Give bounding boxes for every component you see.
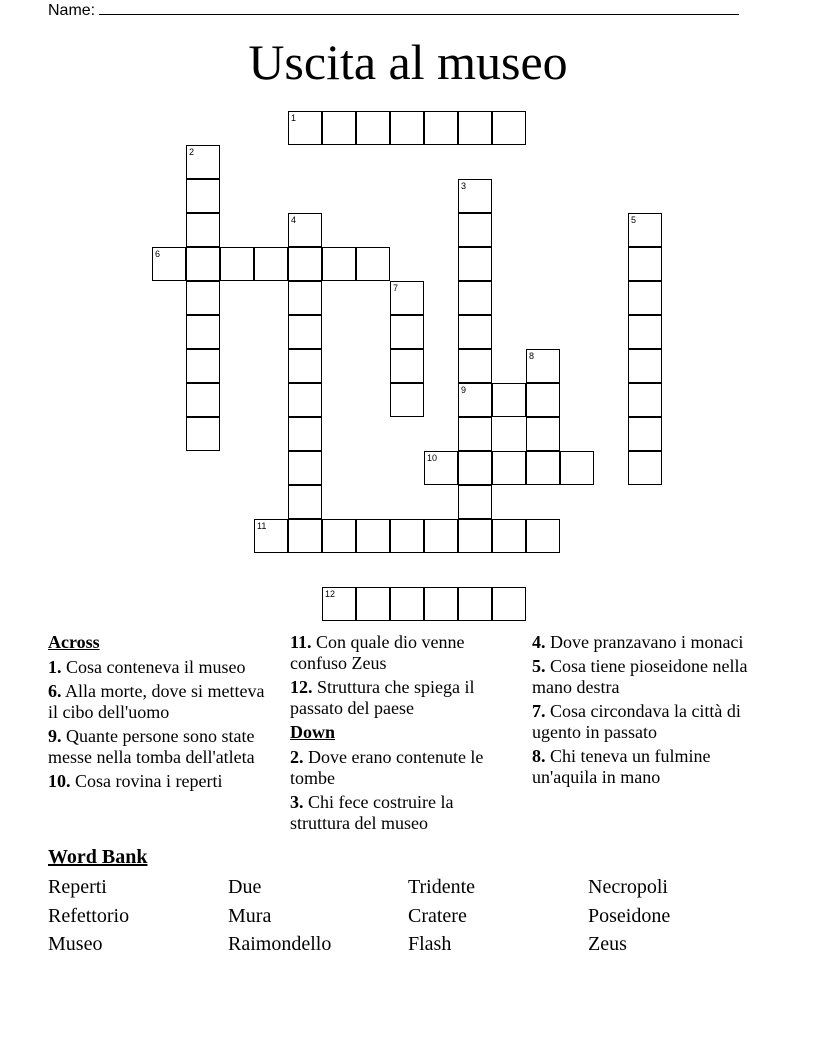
word-bank-word: Due bbox=[228, 876, 262, 898]
crossword-cell[interactable] bbox=[152, 247, 186, 281]
crossword-cell[interactable] bbox=[560, 451, 594, 485]
crossword-cell[interactable] bbox=[288, 451, 322, 485]
clue-number: 5 bbox=[631, 215, 637, 225]
crossword-cell[interactable] bbox=[322, 587, 356, 621]
crossword-cell[interactable] bbox=[288, 213, 322, 247]
crossword-cell[interactable] bbox=[458, 349, 492, 383]
clue-number: 6 bbox=[155, 249, 161, 259]
crossword-cell[interactable] bbox=[390, 383, 424, 417]
crossword-cell[interactable] bbox=[492, 519, 526, 553]
crossword-cell[interactable] bbox=[186, 213, 220, 247]
clue-number: 4 bbox=[291, 215, 297, 225]
clues-column-1 bbox=[48, 632, 270, 795]
crossword-cell[interactable] bbox=[322, 111, 356, 145]
clue-number: 2 bbox=[189, 147, 195, 157]
crossword-cell[interactable] bbox=[458, 281, 492, 315]
crossword-cell[interactable] bbox=[628, 213, 662, 247]
crossword-cell[interactable] bbox=[526, 519, 560, 553]
word-bank-word: Tridente bbox=[408, 876, 476, 898]
clue-number: 7 bbox=[393, 283, 399, 293]
crossword-cell[interactable] bbox=[628, 417, 662, 451]
word-bank-word: Reperti bbox=[48, 876, 107, 898]
crossword-cell[interactable] bbox=[458, 247, 492, 281]
word-bank-word: Museo bbox=[48, 933, 103, 955]
crossword-cell[interactable] bbox=[458, 519, 492, 553]
down-clue: 4. Dove pranzavano i monaci bbox=[532, 632, 744, 652]
crossword-cell[interactable] bbox=[628, 281, 662, 315]
crossword-cell[interactable] bbox=[628, 247, 662, 281]
crossword-cell[interactable] bbox=[492, 451, 526, 485]
clue-number: 11 bbox=[257, 521, 267, 531]
crossword-cell[interactable] bbox=[458, 111, 492, 145]
word-bank-word: Necropoli bbox=[588, 876, 668, 898]
clue-number: 10 bbox=[427, 453, 438, 463]
across-clue: 9. Quante persone sono state messe nella tomba dell'atleta bbox=[48, 726, 255, 767]
crossword-cell[interactable] bbox=[288, 111, 322, 145]
across-clue: 11. Con quale dio venne confuso Zeus bbox=[290, 632, 465, 673]
across-clue: 1. Cosa conteneva il museo bbox=[48, 657, 246, 677]
word-bank-word: Cratere bbox=[408, 905, 467, 927]
down-clue: 7. Cosa circondava la città di ugento in passato bbox=[532, 701, 741, 742]
crossword-cell[interactable] bbox=[186, 247, 220, 281]
crossword-cell[interactable] bbox=[186, 315, 220, 349]
crossword-cell[interactable] bbox=[492, 383, 526, 417]
crossword-cell[interactable] bbox=[288, 315, 322, 349]
crossword-cell[interactable] bbox=[424, 519, 458, 553]
crossword-cell[interactable] bbox=[458, 315, 492, 349]
page-title: Uscita al museo bbox=[248, 34, 568, 90]
crossword-cell[interactable] bbox=[628, 315, 662, 349]
crossword-cell[interactable] bbox=[390, 315, 424, 349]
crossword-cell[interactable] bbox=[220, 247, 254, 281]
crossword-cell[interactable] bbox=[254, 519, 288, 553]
crossword-cell[interactable] bbox=[288, 281, 322, 315]
clue-number: 8 bbox=[529, 351, 535, 361]
down-clue: 3. Chi fece costruire la struttura del museo bbox=[290, 792, 454, 833]
crossword-cell[interactable] bbox=[288, 485, 322, 519]
crossword-cell[interactable] bbox=[390, 349, 424, 383]
crossword-cell[interactable] bbox=[458, 451, 492, 485]
down-clue: 5. Cosa tiene pioseidone nella mano destra bbox=[532, 656, 748, 697]
across-clue: 12. Struttura che spiega il passato del paese bbox=[290, 677, 475, 718]
word-bank-title: Word Bank bbox=[48, 846, 148, 868]
crossword-cell[interactable] bbox=[186, 349, 220, 383]
crossword-cell[interactable] bbox=[356, 111, 390, 145]
across-clue: 6. Alla morte, dove si metteva il cibo dell'uomo bbox=[48, 681, 265, 722]
crossword-cell[interactable] bbox=[458, 383, 492, 417]
word-bank-word: Mura bbox=[228, 905, 272, 927]
across-clue: 10. Cosa rovina i reperti bbox=[48, 771, 223, 791]
down-clue: 2. Dove erano contenute le tombe bbox=[290, 747, 484, 788]
crossword-cell[interactable] bbox=[356, 519, 390, 553]
name-label: Name: bbox=[48, 2, 96, 19]
crossword-cell[interactable] bbox=[458, 587, 492, 621]
crossword-cell[interactable] bbox=[526, 383, 560, 417]
crossword-cell[interactable] bbox=[186, 417, 220, 451]
crossword-cell[interactable] bbox=[492, 587, 526, 621]
crossword-cell[interactable] bbox=[356, 587, 390, 621]
crossword-cell[interactable] bbox=[322, 247, 356, 281]
crossword-cell[interactable] bbox=[492, 111, 526, 145]
crossword-cell[interactable] bbox=[186, 145, 220, 179]
word-bank-word: Flash bbox=[408, 933, 452, 955]
crossword-cell[interactable] bbox=[458, 417, 492, 451]
across-heading: Across bbox=[48, 632, 100, 652]
crossword-cell[interactable] bbox=[322, 519, 356, 553]
word-bank-word: Zeus bbox=[588, 933, 627, 955]
word-bank-word: Raimondello bbox=[228, 933, 332, 955]
crossword-cell[interactable] bbox=[288, 417, 322, 451]
crossword-cell[interactable] bbox=[390, 519, 424, 553]
clue-number: 1 bbox=[291, 113, 297, 123]
clues-column-2 bbox=[290, 632, 512, 837]
crossword-cell[interactable] bbox=[288, 247, 322, 281]
word-bank-word: Refettorio bbox=[48, 905, 130, 927]
crossword-cell[interactable] bbox=[186, 179, 220, 213]
clue-number: 9 bbox=[461, 385, 467, 395]
crossword-cell[interactable] bbox=[526, 349, 560, 383]
crossword-cell[interactable] bbox=[288, 519, 322, 553]
clue-number: 3 bbox=[461, 181, 467, 191]
crossword-cell[interactable] bbox=[526, 451, 560, 485]
crossword-cell[interactable] bbox=[186, 383, 220, 417]
crossword-cell[interactable] bbox=[390, 587, 424, 621]
crossword-cell[interactable] bbox=[424, 587, 458, 621]
crossword-cell[interactable] bbox=[254, 247, 288, 281]
crossword-cell[interactable] bbox=[628, 349, 662, 383]
down-heading: Down bbox=[290, 722, 336, 742]
crossword-cell[interactable] bbox=[186, 281, 220, 315]
crossword-cell[interactable] bbox=[288, 349, 322, 383]
clue-number: 12 bbox=[325, 589, 336, 599]
crossword-cell[interactable] bbox=[288, 383, 322, 417]
crossword-cell[interactable] bbox=[424, 111, 458, 145]
crossword-cell[interactable] bbox=[628, 451, 662, 485]
crossword-cell[interactable] bbox=[356, 247, 390, 281]
crossword-cell[interactable] bbox=[390, 111, 424, 145]
crossword-cell[interactable] bbox=[458, 179, 492, 213]
word-bank-word: Poseidone bbox=[588, 905, 671, 927]
crossword-cell[interactable] bbox=[458, 213, 492, 247]
crossword-cell[interactable] bbox=[628, 383, 662, 417]
crossword-cell[interactable] bbox=[424, 451, 458, 485]
down-clue: 8. Chi teneva un fulmine un'aquila in mano bbox=[532, 746, 711, 787]
crossword-cell[interactable] bbox=[390, 281, 424, 315]
crossword-cell[interactable] bbox=[458, 485, 492, 519]
crossword-cell[interactable] bbox=[526, 417, 560, 451]
clues-column-3 bbox=[532, 632, 764, 791]
